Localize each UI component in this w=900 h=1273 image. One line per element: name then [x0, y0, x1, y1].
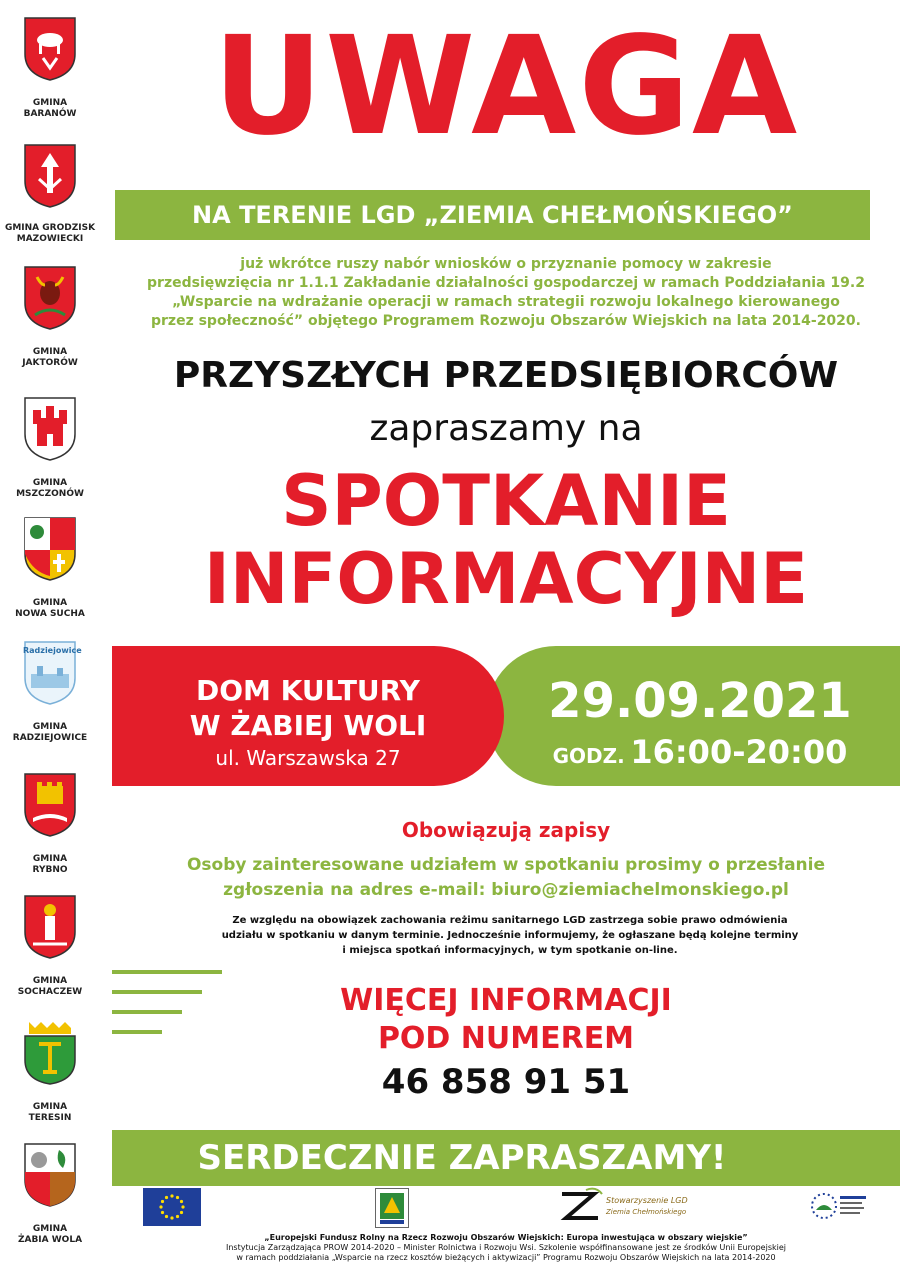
crest-sochaczew-icon — [23, 894, 77, 960]
audience-heading: PRZYSZŁYCH PRZEDSIĘBIORCÓW — [173, 355, 839, 396]
more-info-heading: WIĘCEJ INFORMACJI — [340, 983, 672, 1018]
intro-text — [112, 255, 900, 331]
sidebar-item-teresin: GMINA TERESIN — [0, 1020, 100, 1124]
crest-grodzisk-icon — [23, 143, 77, 209]
sanitary-notice — [190, 913, 830, 958]
intro-line: przedsięwzięcia nr 1.1.1 Zakładanie działalności gospodarczej w ramach Poddziałania 19.2 — [147, 275, 865, 291]
sidebar-item-baranow: GMINA BARANÓW — [0, 16, 100, 120]
email-link[interactable]: biuro@ziemiachelmonskiego.pl — [491, 880, 789, 900]
lgd-banner: NA TERENIE LGD „ZIEMIA CHEŁMOŃSKIEGO” — [115, 190, 870, 240]
crest-radziejowice-text: Radziejowice — [23, 646, 82, 655]
venue-address: ul. Warszawska 27 — [215, 746, 401, 770]
more-info-heading-2: POD NUMEREM — [377, 1021, 635, 1056]
registration-email-line — [112, 878, 900, 902]
crest-mszczonow-icon — [23, 396, 77, 462]
footer-line: Instytucja Zarządzająca PROW 2014-2020 – Minister Rolnictwa i Rozwoju Wsi. Szkolenie współfinansowane jest ze środków Unii Europejskiej — [226, 1243, 786, 1252]
event-title-line: SPOTKANIE — [281, 460, 731, 542]
sidebar-item-radziejowice: Radziejowice GMINA RADZIEJOWICE — [0, 640, 100, 744]
registration-email-prefix: zgłoszenia na adres e-mail: — [223, 880, 492, 900]
decor-stripe — [112, 970, 222, 974]
crest-teresin-icon — [23, 1020, 77, 1086]
crest-baranow-icon — [23, 16, 77, 82]
registration-title: Obowiązują zapisy — [401, 818, 611, 842]
event-title — [112, 462, 900, 618]
event-date: 29.09.2021 — [548, 673, 852, 729]
crest-jaktorow-icon — [23, 265, 77, 331]
event-title-line: INFORMACYJNE — [203, 538, 809, 620]
sidebar-item-sochaczew: GMINA SOCHACZEW — [0, 894, 100, 998]
sidebar-item-grodzisk: GMINA GRODZISK MAZOWIECKI — [0, 143, 100, 245]
closing-text: SERDECZNIE ZAPRASZAMY! — [197, 1138, 727, 1178]
crest-rybno-icon — [23, 772, 77, 838]
sanitary-line: udziału w spotkaniu w danym terminie. Jednocześnie informujemy, że ogłaszane będą kolejne terminy — [221, 930, 799, 941]
sidebar-item-nowa-sucha: GMINA NOWA SUCHA — [0, 516, 100, 620]
hours-value: 16:00-20:00 — [630, 733, 848, 771]
footer-line: w ramach poddziałania „Wsparcie na rzecz kosztów bieżących i aktywizacji” Programu Rozwoju Obszarów Wiejskich na lata 2014-2020 — [236, 1253, 776, 1262]
registration-text: Osoby zainteresowane udziałem w spotkaniu prosimy o przesłanie — [186, 855, 825, 875]
event-hours — [515, 730, 885, 780]
footer-fund-line: „Europejski Fundusz Rolny na Rzecz Rozwoju Obszarów Wiejskich: Europa inwestująca w obszary wiejskie” — [264, 1233, 748, 1242]
sidebar-item-zabia-wola: GMINA ŻABIA WOLA — [0, 1142, 100, 1246]
phone-number[interactable]: 46 858 91 51 — [381, 1062, 631, 1102]
crest-zabia-wola-icon — [23, 1142, 77, 1208]
crest-nowa-sucha-icon — [23, 516, 77, 582]
sidebar-item-jaktorow: GMINA JAKTORÓW — [0, 265, 100, 369]
leader-logo-icon — [375, 1188, 409, 1228]
intro-line: przez społeczność” objętego Programem Rozwoju Obszarów Wiejskich na lata 2014-2020. — [151, 313, 861, 329]
intro-line: „Wsparcie na wdrażanie operacji w ramach strategii rozwoju lokalnego kierowanego — [172, 294, 840, 310]
invite-text: zapraszamy na — [369, 408, 643, 449]
sanitary-line: i miejsca spotkań informacyjnych, w tym spotkanie on-line. — [342, 945, 678, 956]
lgd-logo-subtext: Ziemia Chełmońskiego — [606, 1208, 687, 1216]
venue-name: DOM KULTURY — [196, 674, 420, 707]
sidebar-item-rybno: GMINA RYBNO — [0, 772, 100, 876]
eu-flag-icon — [143, 1188, 201, 1226]
sanitary-line: Ze względu na obowiązek zachowania reżimu sanitarnego LGD zastrzega sobie prawo odmówienia — [232, 915, 788, 926]
prow-logo-icon — [808, 1188, 870, 1228]
lgd-logo — [556, 1186, 716, 1228]
headline: UWAGA — [212, 8, 800, 166]
venue-name-2: W ŻABIEJ WOLI — [189, 709, 427, 742]
crest-radziejowice-icon — [23, 640, 82, 706]
intro-line: już wkrótce ruszy nabór wniosków o przyznanie pomocy w zakresie — [240, 256, 772, 272]
lgd-logo-mark-icon — [556, 1186, 606, 1228]
sidebar-item-mszczonow: GMINA MSZCZONÓW — [0, 396, 100, 500]
hours-label: GODZ. — [552, 744, 625, 768]
lgd-logo-text: Stowarzyszenie LGD — [606, 1196, 688, 1205]
